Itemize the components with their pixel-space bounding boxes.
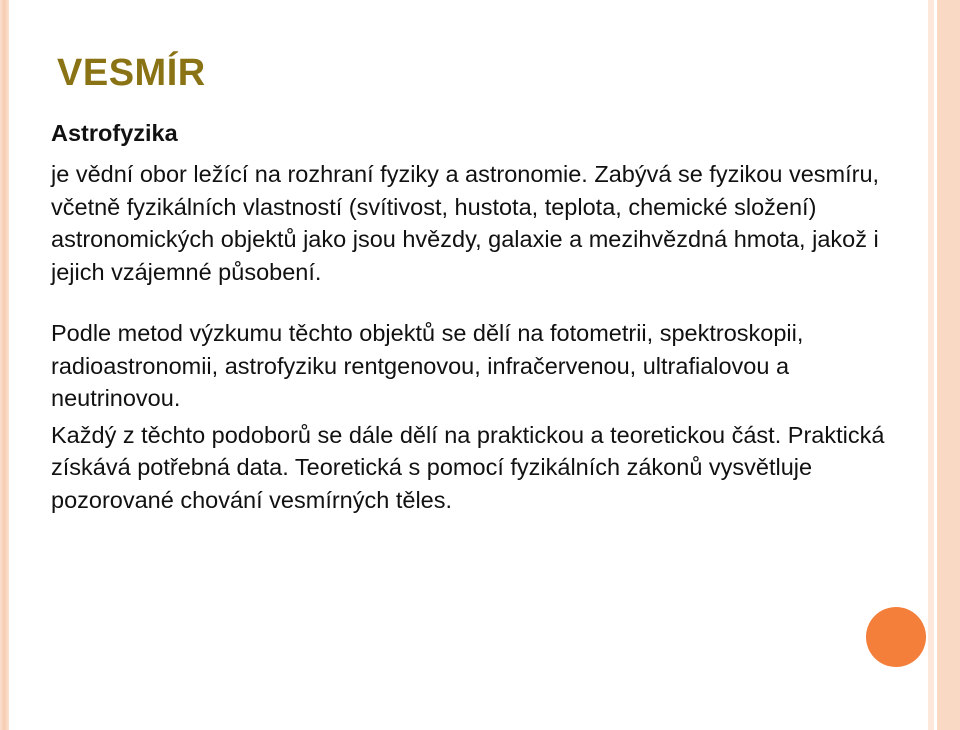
paragraph-subfields: Každý z těchto podoborů se dále dělí na praktickou a teoretickou část. Praktická získává potřebná data. Teoretická s pomocí fyzikálních zákonů vysvětluje pozorované chování vesmírných těles. [51,421,885,513]
slide-content [51,117,911,516]
slide-title: VESMÍR [57,52,206,94]
right-decorative-stripe [928,0,960,730]
left-decorative-stripe [0,0,9,730]
orange-circle-decoration [866,607,926,667]
right-stripe-band-outer [937,0,960,730]
slide-subtitle: Astrofyzika [51,120,178,146]
paragraph-methods: Podle metod výzkumu těchto objektů se dělí na fotometrii, spektroskopii, radioastronomii, astrofyziku rentgenovou, infračervenou, ultrafialovou a neutrinovou. [51,320,804,411]
paragraph-definition: je vědní obor ležící na rozhraní fyziky a astronomie. Zabývá se fyzikou vesmíru, včetně fyzikálních vlastností (svítivost, hustota, teplota, chemické složení) astronomických objektů jako jsou hvězdy, galaxie a mezihvězdná hmota, jakož i jejich vzájemné působení. [51,161,880,285]
